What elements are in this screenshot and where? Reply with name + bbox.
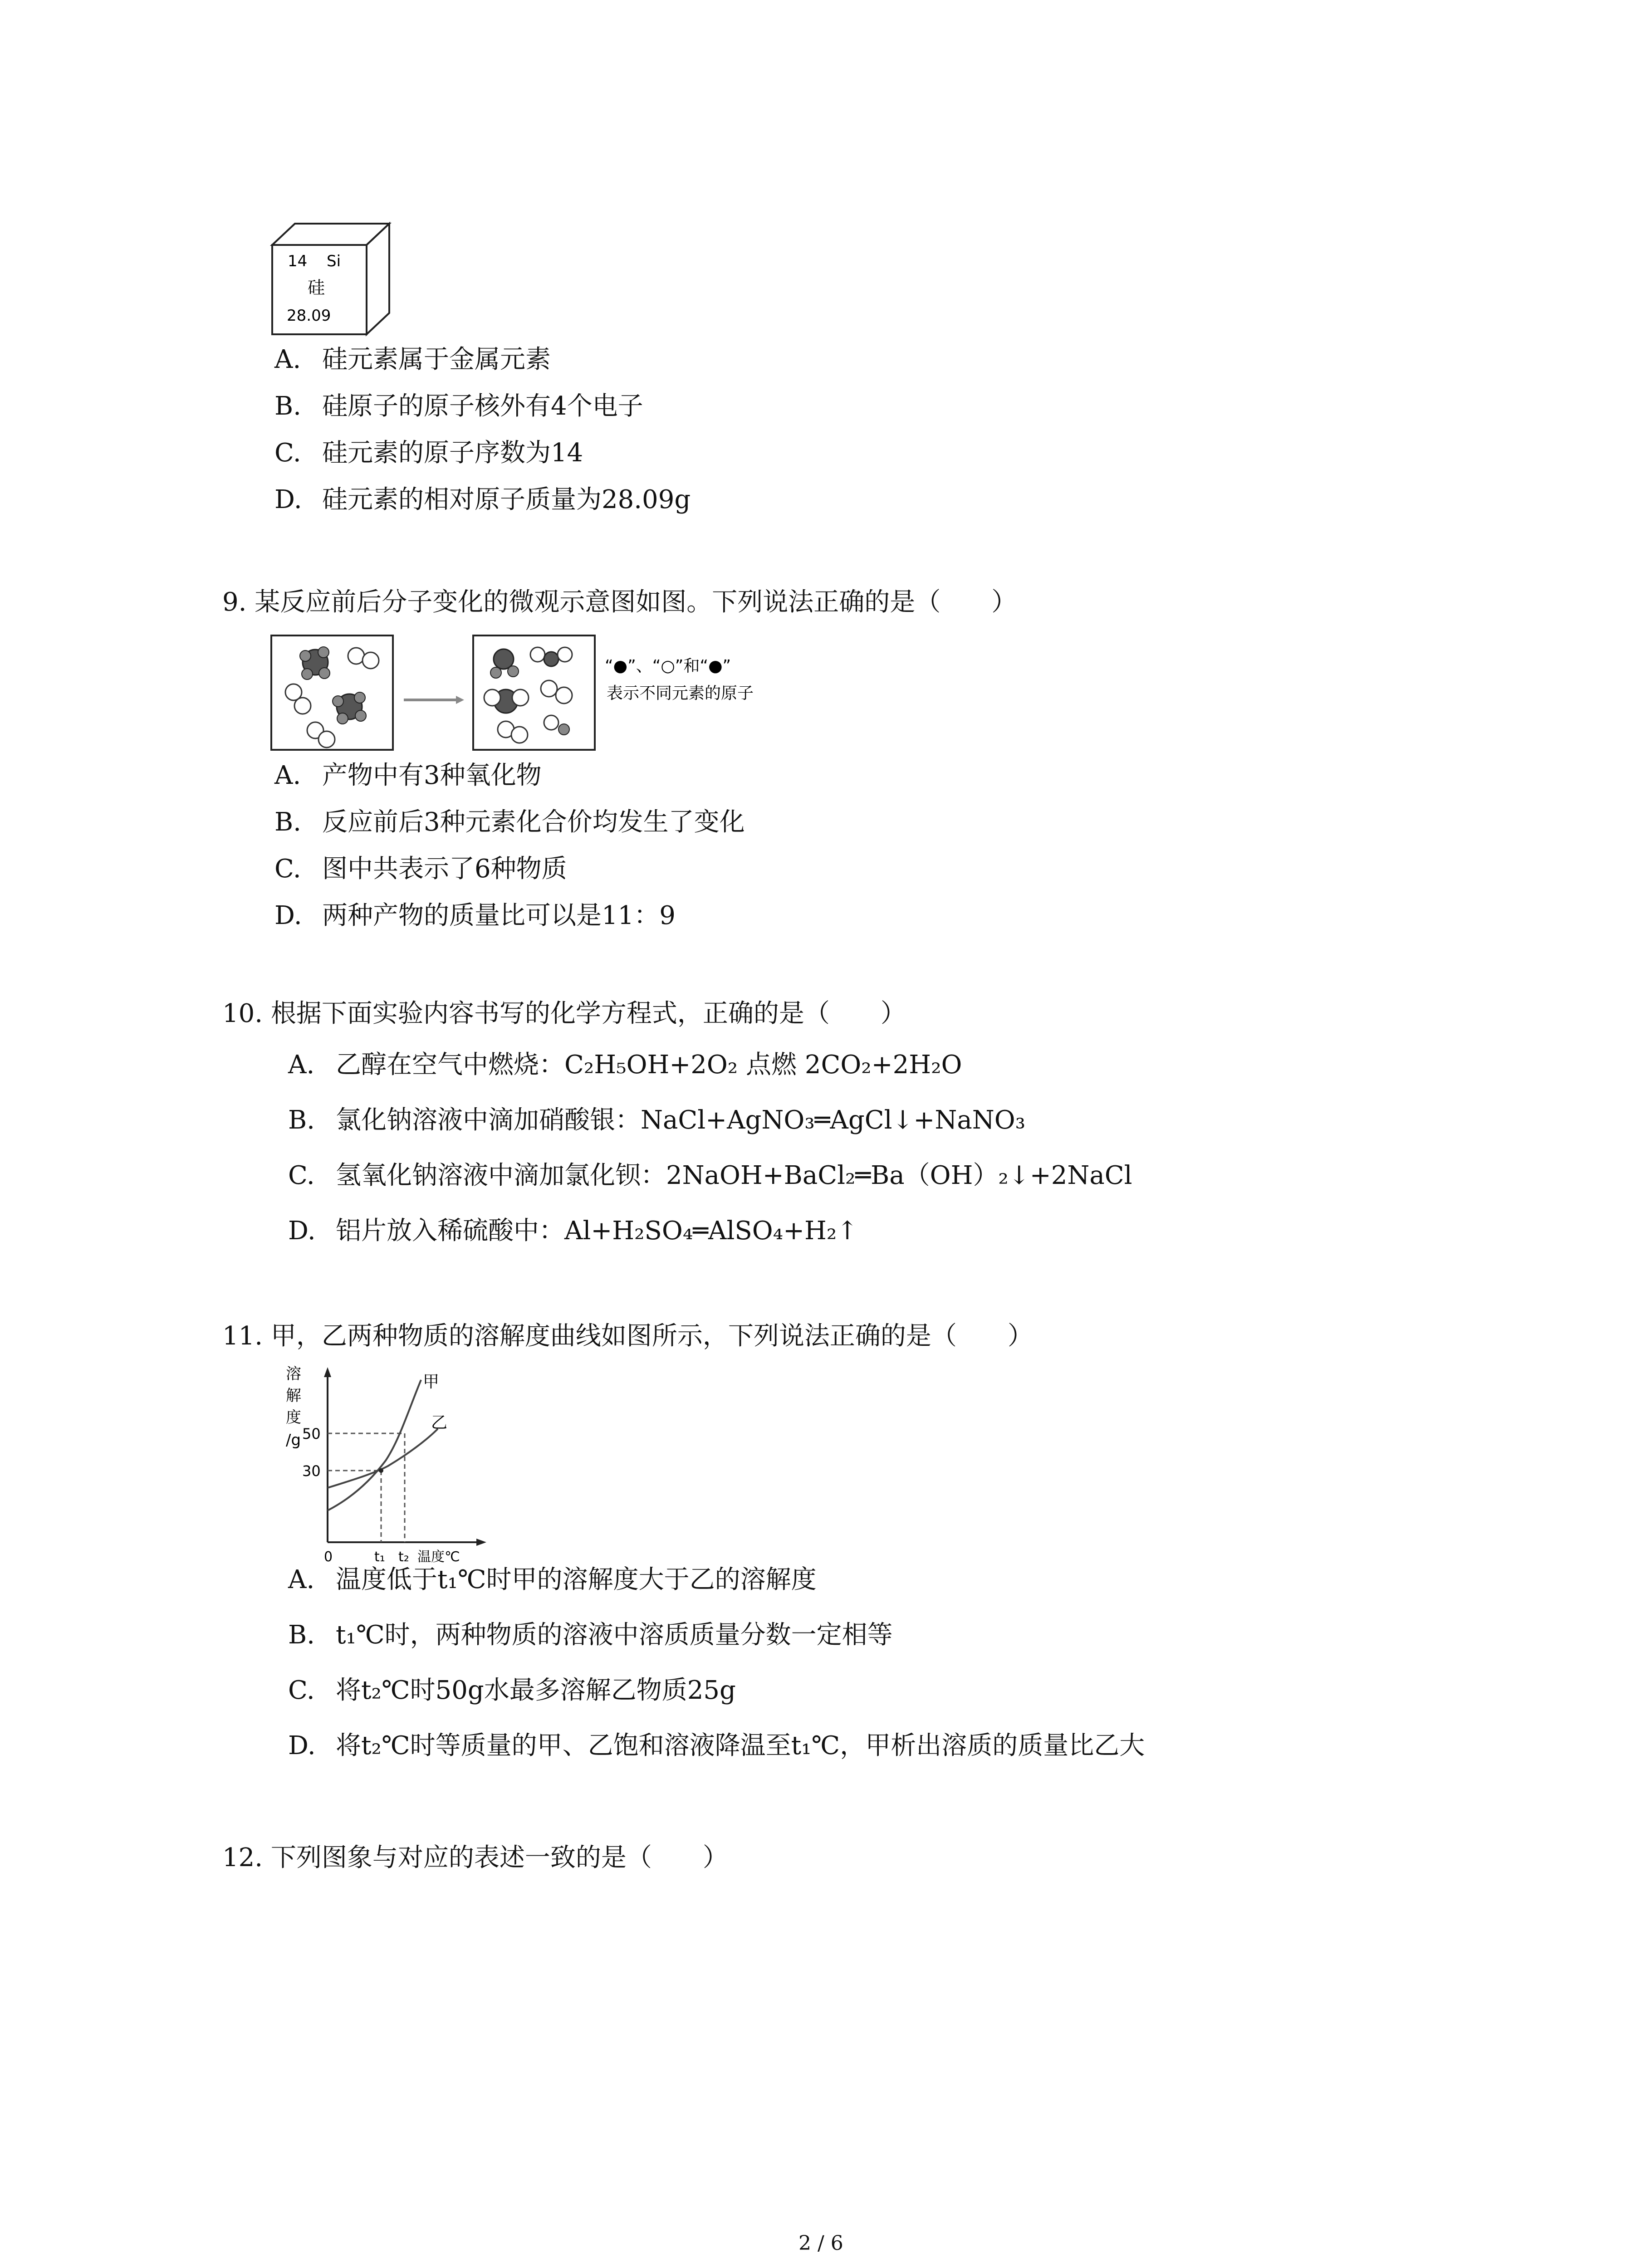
option-label: A. (288, 1565, 315, 1594)
option-text: 温度低于t₁℃时甲的溶解度大于乙的溶解度 (336, 1565, 817, 1594)
option-text: 反应前后3种元素化合价均发生了变化 (322, 807, 745, 837)
q10-stem: 10. 根据下面实验内容书写的化学方程式，正确的是（ ） (222, 999, 906, 1028)
option-text: 将t₂℃时50g水最多溶解乙物质25g (336, 1676, 736, 1705)
q10-option-b (288, 1103, 1025, 1138)
option-label: B. (274, 807, 301, 837)
element-symbol: Si (327, 252, 341, 270)
option-text: 图中共表示了6种物质 (322, 854, 567, 884)
option-text: 硅元素的原子序数为14 (322, 438, 583, 468)
element-number: 14 (288, 252, 308, 270)
option-label: C. (288, 1676, 315, 1705)
q10-option-a (288, 1048, 962, 1082)
option-label: D. (288, 1731, 316, 1760)
q9-stem: 9. 某反应前后分子变化的微观示意图如图。下列说法正确的是（ ） (222, 587, 1017, 617)
curve-label-yi: 乙 (431, 1413, 448, 1432)
tick-y30: 30 (302, 1462, 321, 1480)
curve-label-jia: 甲 (423, 1373, 440, 1391)
page-number: 2 / 6 (798, 2232, 843, 2255)
option-label: D. (288, 1216, 316, 1246)
element-name: 硅 (308, 278, 325, 298)
tick-t1: t₁ (374, 1549, 385, 1565)
option-label: A. (274, 345, 301, 374)
q11-option-b (288, 1618, 893, 1652)
option-label: B. (274, 391, 301, 421)
ylabel-char-3: 度 (286, 1408, 301, 1427)
tick-t2: t₂ (398, 1549, 409, 1565)
option-text: 硅元素属于金属元素 (322, 345, 551, 374)
q10-option-d (288, 1214, 858, 1248)
option-text: t₁℃时，两种物质的溶液中溶质质量分数一定相等 (336, 1620, 893, 1650)
molecule-legend-line2: 表示不同元素的原子 (607, 684, 754, 703)
q9-option-d (274, 899, 676, 933)
option-text: 硅元素的相对原子质量为28.09g (322, 485, 691, 514)
molecule-reaction-diagram (270, 634, 842, 754)
q8-option-c (274, 436, 583, 470)
q8-option-b (274, 389, 643, 424)
q11-option-c (288, 1673, 736, 1708)
ylabel-char-4: /g (286, 1431, 301, 1449)
option-text: 铝片放入稀硫酸中：Al+H₂SO₄═AlSO₄+H₂↑ (336, 1216, 858, 1246)
element-mass: 28.09 (287, 307, 331, 325)
option-label: C. (288, 1161, 315, 1190)
option-label: B. (288, 1105, 315, 1135)
option-text: 氢氧化钠溶液中滴加氯化钡：2NaOH+BaCl₂═Ba（OH）₂↓+2NaCl (336, 1161, 1132, 1190)
option-text: 产物中有3种氧化物 (322, 761, 542, 790)
q11-stem: 11. 甲，乙两种物质的溶解度曲线如图所示，下列说法正确的是（ ） (222, 1321, 1033, 1351)
q11-option-d (288, 1729, 1145, 1763)
option-label: A. (274, 761, 301, 790)
option-text: 乙醇在空气中燃烧：C₂H₅OH+2O₂ 点燃 2CO₂+2H₂O (336, 1050, 962, 1080)
solubility-curve-graph (277, 1361, 490, 1565)
silicon-element-box (268, 220, 395, 342)
xlabel: 温度℃ (417, 1549, 460, 1565)
q9-option-c (274, 852, 567, 886)
option-text: 氯化钠溶液中滴加硝酸银：NaCl+AgNO₃═AgCl↓+NaNO₃ (336, 1105, 1026, 1135)
option-label: C. (274, 438, 301, 468)
tick-origin: 0 (324, 1549, 333, 1565)
option-label: B. (288, 1620, 315, 1650)
q8-option-a (274, 342, 551, 377)
q9-option-b (274, 805, 745, 840)
option-label: D. (274, 485, 302, 514)
option-text: 硅原子的原子核外有4个电子 (322, 391, 643, 421)
option-label: D. (274, 901, 302, 930)
q9-option-a (274, 758, 542, 793)
option-label: C. (274, 854, 301, 884)
molecule-legend-line1: “●”、“○”和“●” (605, 657, 731, 675)
option-text: 两种产物的质量比可以是11：9 (322, 901, 676, 930)
ylabel-char-1: 溶 (286, 1365, 301, 1383)
q11-option-a (288, 1563, 817, 1597)
ylabel-char-2: 解 (286, 1387, 301, 1405)
option-label: A. (288, 1050, 315, 1080)
q10-option-c (288, 1158, 1132, 1193)
option-text: 将t₂℃时等质量的甲、乙饱和溶液降温至t₁℃，甲析出溶质的质量比乙大 (336, 1731, 1145, 1760)
q8-option-d (274, 483, 691, 517)
q12-stem: 12. 下列图象与对应的表述一致的是（ ） (222, 1843, 728, 1872)
tick-y50: 50 (302, 1425, 321, 1442)
